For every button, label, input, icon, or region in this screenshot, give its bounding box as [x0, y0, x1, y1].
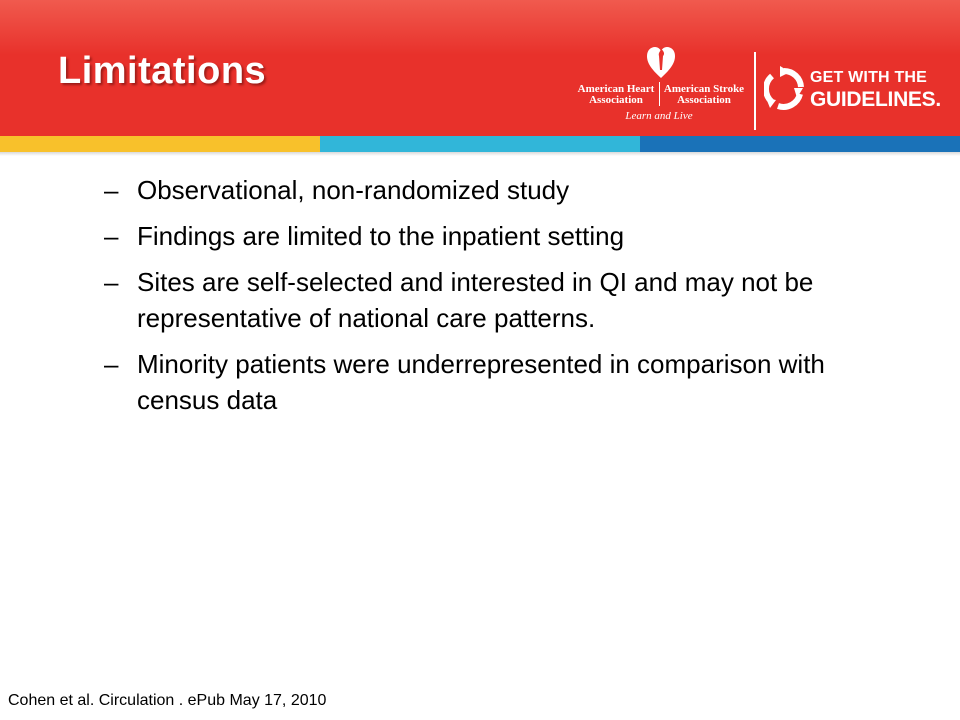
asa-name: American Stroke Association — [663, 83, 745, 106]
aha-name: American Heart Association — [577, 83, 655, 106]
bullet-list — [104, 172, 904, 428]
stripe-cyan — [320, 136, 640, 152]
bullet-text: Findings are limited to the inpatient setting — [137, 221, 625, 251]
bullet-marker: – — [104, 349, 119, 379]
bullet-item — [104, 346, 904, 418]
bullet-text: Minority patients were underrepresented in comparison with census data — [137, 349, 825, 415]
slide-title: Limitations — [58, 50, 267, 92]
aha-divider — [659, 82, 660, 106]
aha-asa-logo — [574, 44, 746, 124]
bullet-item — [104, 264, 904, 336]
bullet-marker: – — [104, 221, 119, 251]
gwtg-logo — [764, 66, 954, 116]
circular-arrows-icon — [764, 66, 804, 112]
bullet-text: Observational, non-randomized study — [137, 175, 570, 205]
gwtg-line1: GET WITH THE — [810, 69, 928, 86]
bullet-item — [104, 172, 904, 208]
header-band — [0, 0, 960, 136]
stripe-shadow — [0, 152, 960, 156]
bullet-marker: – — [104, 267, 119, 297]
bullet-text: Sites are self-selected and interested in QI and may not be representative of national care patterns. — [137, 267, 814, 333]
stripe-blue — [640, 136, 960, 152]
color-stripes — [0, 136, 960, 152]
bullet-item — [104, 218, 904, 254]
header-highlight — [0, 0, 960, 55]
aha-tagline: Learn and Live — [625, 110, 693, 122]
stripe-yellow — [0, 136, 320, 152]
heart-torch-icon — [646, 44, 676, 80]
gwtg-line2: GUIDELINES. — [810, 88, 941, 111]
logo-separator — [754, 52, 756, 130]
citation-footer: Cohen et al. Circulation . ePub May 17, 2010 — [8, 692, 327, 709]
bullet-marker: – — [104, 175, 119, 205]
